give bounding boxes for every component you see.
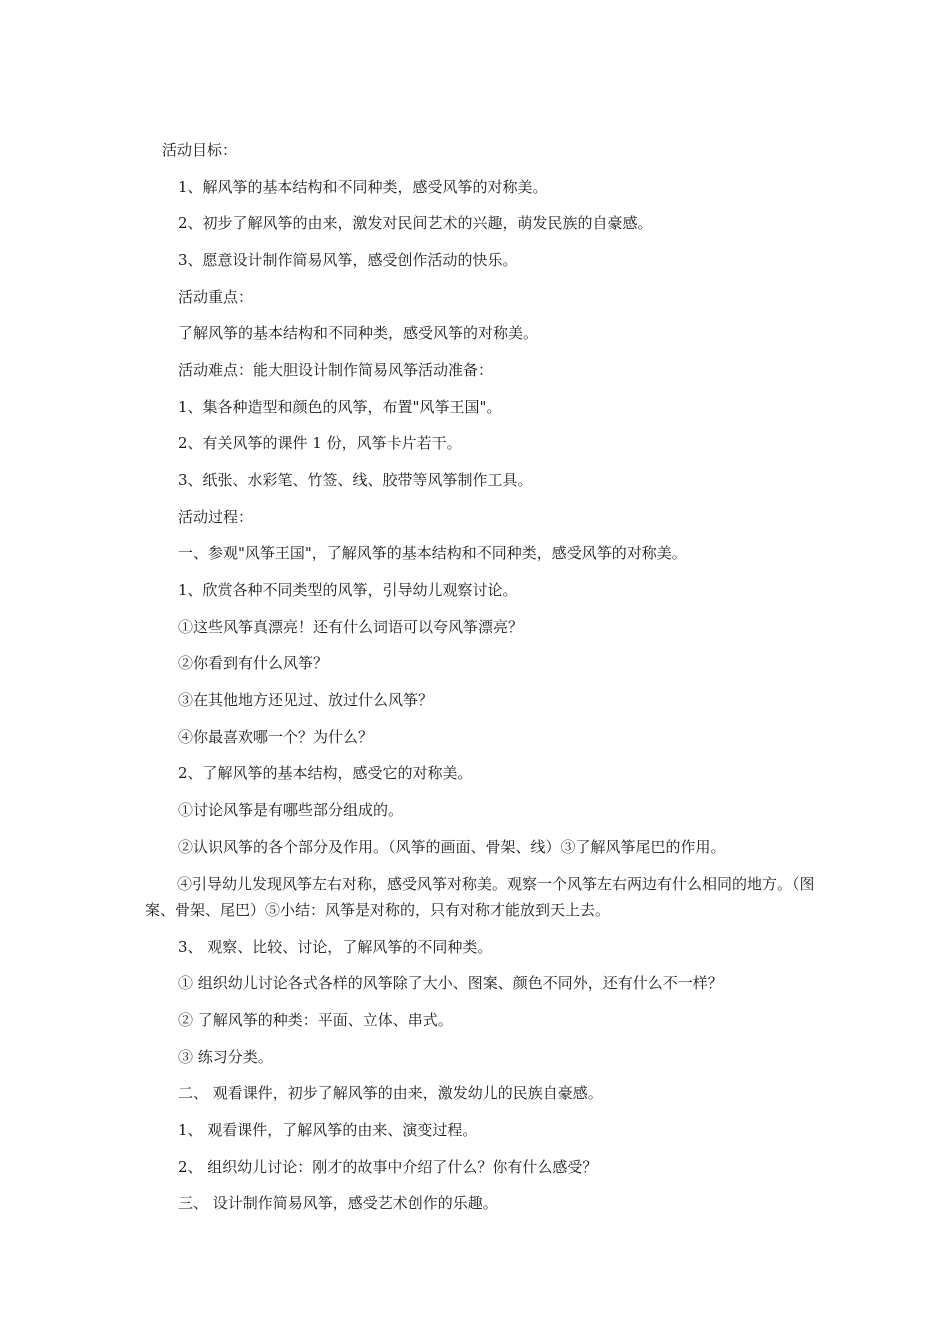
- structure-item-2: ②认识风筝的各个部分及作用。（风筝的画面、骨架、线）③了解风筝尾巴的作用。: [178, 838, 726, 856]
- prep-item-2: 2、有关风筝的课件 1 份，风筝卡片若干。: [178, 434, 462, 452]
- focus-heading: 活动重点：: [178, 288, 254, 306]
- process-heading: 活动过程：: [178, 508, 254, 526]
- step-1-2: 2、了解风筝的基本结构，感受它的对称美。: [178, 764, 473, 782]
- types-item-3: ③ 练习分类。: [178, 1048, 273, 1066]
- structure-item-1: ①讨论风筝是有哪些部分组成的。: [178, 801, 404, 819]
- step-1-1: 1、欣赏各种不同类型的风筝，引导幼儿观察讨论。: [178, 581, 518, 599]
- question-4: ④你最喜欢哪一个？为什么？: [178, 728, 374, 746]
- goals-heading: 活动目标：: [162, 141, 238, 159]
- step-2-1: 1、 观看课件，了解风筝的由来、演变过程。: [178, 1121, 478, 1139]
- difficulty-text: 活动难点：能大胆设计制作简易风筝活动准备：: [178, 361, 494, 379]
- structure-item-4: ④引导幼儿发现风筝左右对称，感受风筝对称美。观察一个风筝左右两边有什么相同的地方。（图案、骨架、尾巴）⑤小结：风筝是对称的，只有对称才能放到天上去。: [145, 875, 815, 919]
- prep-item-3: 3、纸张、水彩笔、竹签、线、胶带等风筝制作工具。: [178, 471, 533, 489]
- types-item-2: ② 了解风筝的种类：平面、立体、串式。: [178, 1011, 453, 1029]
- step-2-2: 2、 组织幼儿讨论：刚才的故事中介绍了什么？你有什么感受？: [178, 1158, 598, 1176]
- types-item-1: ① 组织幼儿讨论各式各样的风筝除了大小、图案、颜色不同外，还有什么不一样？: [178, 974, 723, 992]
- question-3: ③在其他地方还见过、放过什么风筝？: [178, 691, 434, 709]
- goal-item-1: 1、解风筝的基本结构和不同种类，感受风筝的对称美。: [178, 178, 548, 196]
- section-3-heading: 三、 设计制作简易风筝，感受艺术创作的乐趣。: [178, 1194, 498, 1212]
- focus-text: 了解风筝的基本结构和不同种类，感受风筝的对称美。: [178, 324, 539, 342]
- step-1-3: 3、 观察、比较、讨论，了解风筝的不同种类。: [178, 938, 493, 956]
- section-1-heading: 一、参观"风筝王国"，了解风筝的基本结构和不同种类，感受风筝的对称美。: [178, 544, 687, 562]
- question-1: ①这些风筝真漂亮！还有什么词语可以夸风筝漂亮？: [178, 618, 524, 636]
- prep-item-1: 1、集各种造型和颜色的风筝，布置"风筝王国"。: [178, 398, 502, 416]
- question-2: ②你看到有什么风筝？: [178, 654, 329, 672]
- goal-item-2: 2、初步了解风筝的由来，激发对民间艺术的兴趣，萌发民族的自豪感。: [178, 214, 653, 232]
- goal-item-3: 3、愿意设计制作简易风筝，感受创作活动的快乐。: [178, 251, 518, 269]
- section-2-heading: 二、 观看课件，初步了解风筝的由来，激发幼儿的民族自豪感。: [178, 1084, 603, 1102]
